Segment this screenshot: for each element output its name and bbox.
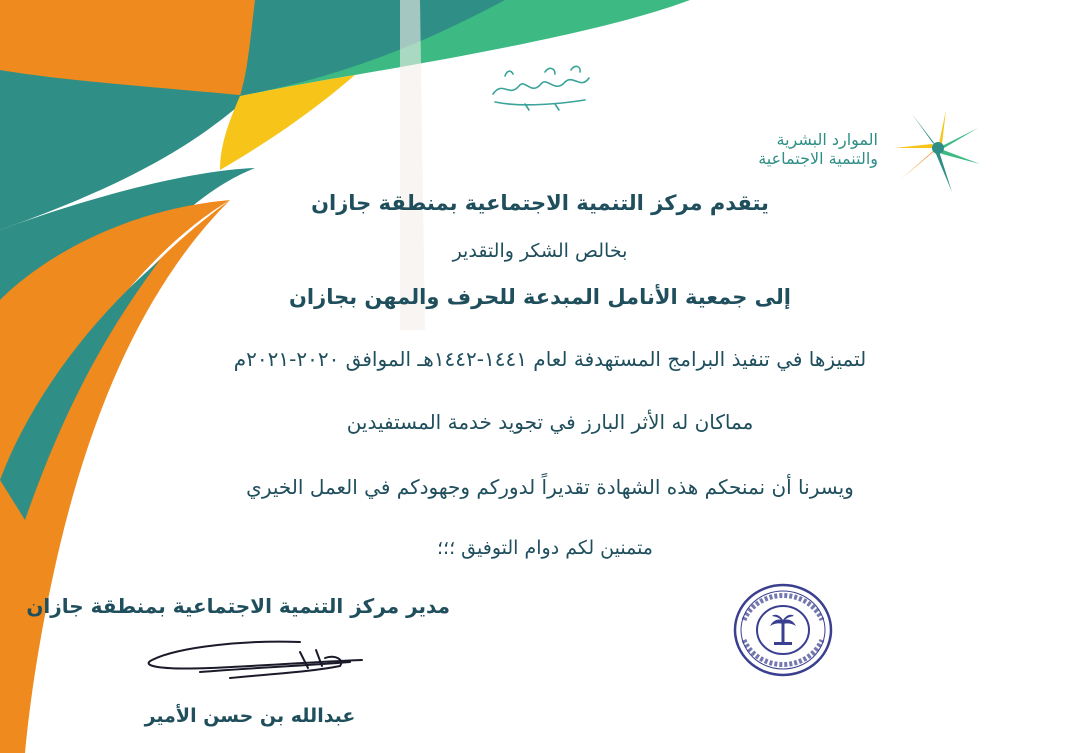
certificate-line-2: بخالص الشكر والتقدير bbox=[452, 240, 628, 262]
certificate-line-1: يتقدم مركز التنمية الاجتماعية بمنطقة جازان bbox=[311, 191, 769, 215]
thanks-calligraphy-icon bbox=[485, 60, 595, 116]
handwritten-signature-icon bbox=[140, 632, 370, 687]
ministry-logo bbox=[722, 108, 984, 194]
signatory-title: مدير مركز التنمية الاجتماعية بمنطقة جازان bbox=[26, 594, 450, 618]
ministry-star-icon bbox=[892, 108, 984, 194]
certificate-recipient: إلى جمعية الأنامل المبدعة للحرف والمهن بجازان bbox=[288, 285, 791, 309]
ministry-name-line2: والتنمية الاجتماعية bbox=[758, 149, 878, 168]
signatory-name: عبدالله بن حسن الأمير bbox=[144, 705, 356, 727]
ministry-name-line1: الموارد البشرية bbox=[776, 130, 878, 149]
certificate-line-4: لتميزها في تنفيذ البرامج المستهدفة لعام ١٤٤١-١٤٤٢هـ الموافق ٢٠٢٠-٢٠٢١م bbox=[233, 347, 867, 371]
certificate-closing: متمنين لكم دوام التوفيق ؛؛؛ bbox=[437, 537, 653, 559]
certificate-line-6: ويسرنا أن نمنحكم هذه الشهادة تقديراً لدوركم وجهودكم في العمل الخيري bbox=[246, 475, 854, 499]
certificate-line-5: مماكان له الأثر البارز في تجويد خدمة المستفيدين bbox=[346, 410, 754, 434]
official-stamp-icon bbox=[730, 580, 836, 680]
